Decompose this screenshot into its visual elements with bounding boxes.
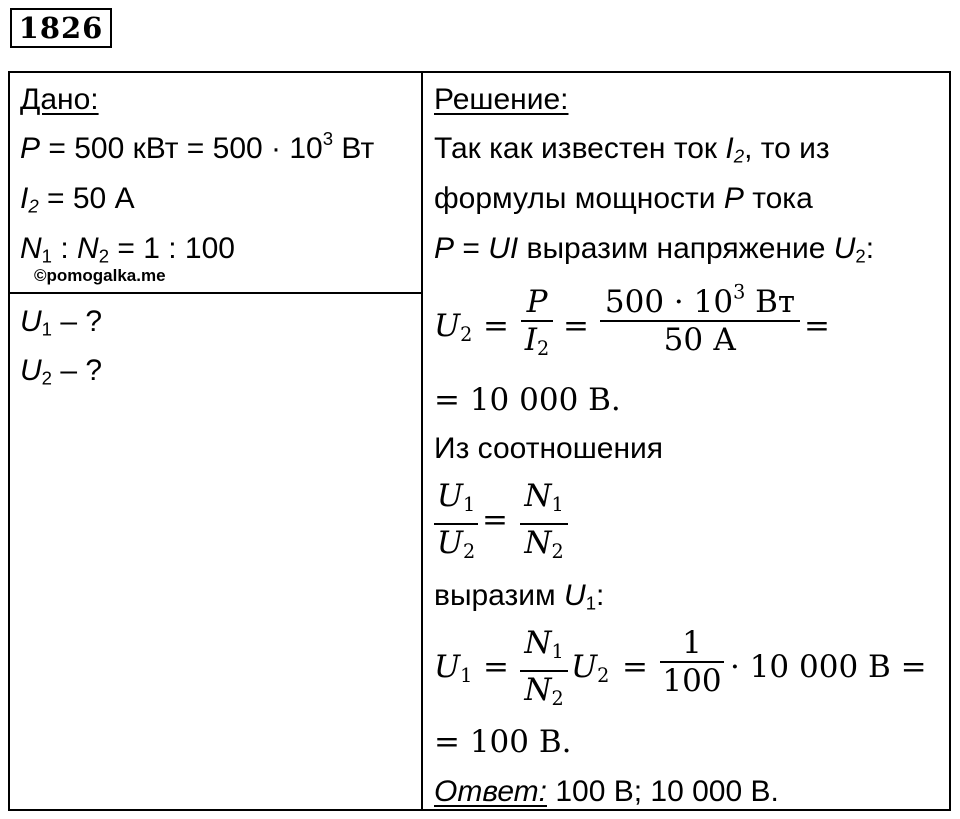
answer-label: Ответ: — [434, 775, 547, 808]
solution-heading: Решение: — [434, 83, 569, 116]
given-current: $I_2 = 50$ А — [20, 182, 135, 217]
eq1-fraction-p-over-i — [521, 284, 553, 367]
eq3-u2: $U_2$ — [571, 649, 610, 687]
eq3-lhs: $U_1$ — [434, 649, 473, 687]
eq3-equals-1: = — [483, 649, 509, 685]
eq2-equals: = — [482, 502, 508, 538]
solution-text-4: Из соотношения — [434, 432, 664, 465]
watermark: ©pomogalka.me — [34, 266, 166, 285]
solution-text-2: формулы мощности P тока — [434, 182, 813, 215]
eq3-tail: · 10 000 В = — [730, 649, 927, 685]
eq3-one: 1 — [682, 625, 702, 661]
eq1-f2-numerator: $500 \cdot 10^3$ Вт — [604, 280, 796, 320]
eq3-fraction-1-100 — [660, 625, 724, 699]
eq2-n1: $N_1$ — [524, 478, 564, 516]
eq1-result: = 10 000 В. — [434, 382, 621, 418]
solution-text-3: P = UI выразим напряжение $U_2$: — [434, 232, 875, 267]
given-power: P = 500 кВт = $500 \cdot 10^3$ Вт — [20, 127, 375, 165]
eq2-fraction-n — [520, 478, 568, 570]
eq3-result: = 100 В. — [434, 724, 572, 760]
eq1-equals-1: = — [483, 308, 509, 344]
solution-text-5: выразим $U_1$: — [434, 579, 605, 614]
eq2-u2: $U_2$ — [436, 524, 476, 563]
eq1-f2-denominator: 50 А — [663, 322, 737, 358]
eq3-hundred: 100 — [662, 663, 722, 699]
solution-text-1: Так как известен ток $I_2$, то из — [434, 132, 830, 167]
eq1-fraction-values — [600, 280, 800, 358]
eq1-f1-numerator: P — [526, 284, 548, 320]
given-heading: Дано: — [20, 83, 99, 116]
answer-line — [434, 774, 779, 810]
given-find-divider — [8, 292, 422, 294]
eq2-u1: $U_1$ — [436, 478, 476, 516]
problem-number: 1826 — [10, 8, 112, 48]
eq1-equals-3: = — [804, 308, 830, 344]
eq1-lhs: $U_2$ — [434, 308, 473, 346]
eq2-n2: $N_2$ — [524, 524, 564, 563]
eq3-equals-2: = — [622, 649, 648, 685]
eq3-fraction-n — [520, 625, 568, 717]
eq2-fraction-u — [434, 478, 478, 570]
eq3-n1: $N_1$ — [524, 625, 564, 663]
answer-value: 100 В; 10 000 В. — [547, 775, 779, 808]
column-divider — [421, 71, 423, 811]
find-u1: $U_1$ – ? — [20, 305, 103, 340]
eq1-f1-denominator: $I_2$ — [524, 322, 550, 360]
given-turns-ratio: $N_1$ : $N_2 = 1$ : 100 — [20, 232, 235, 267]
eq1-equals-2: = — [563, 308, 589, 344]
eq3-n2: $N_2$ — [524, 671, 564, 710]
find-u2: $U_2$ – ? — [20, 354, 103, 389]
